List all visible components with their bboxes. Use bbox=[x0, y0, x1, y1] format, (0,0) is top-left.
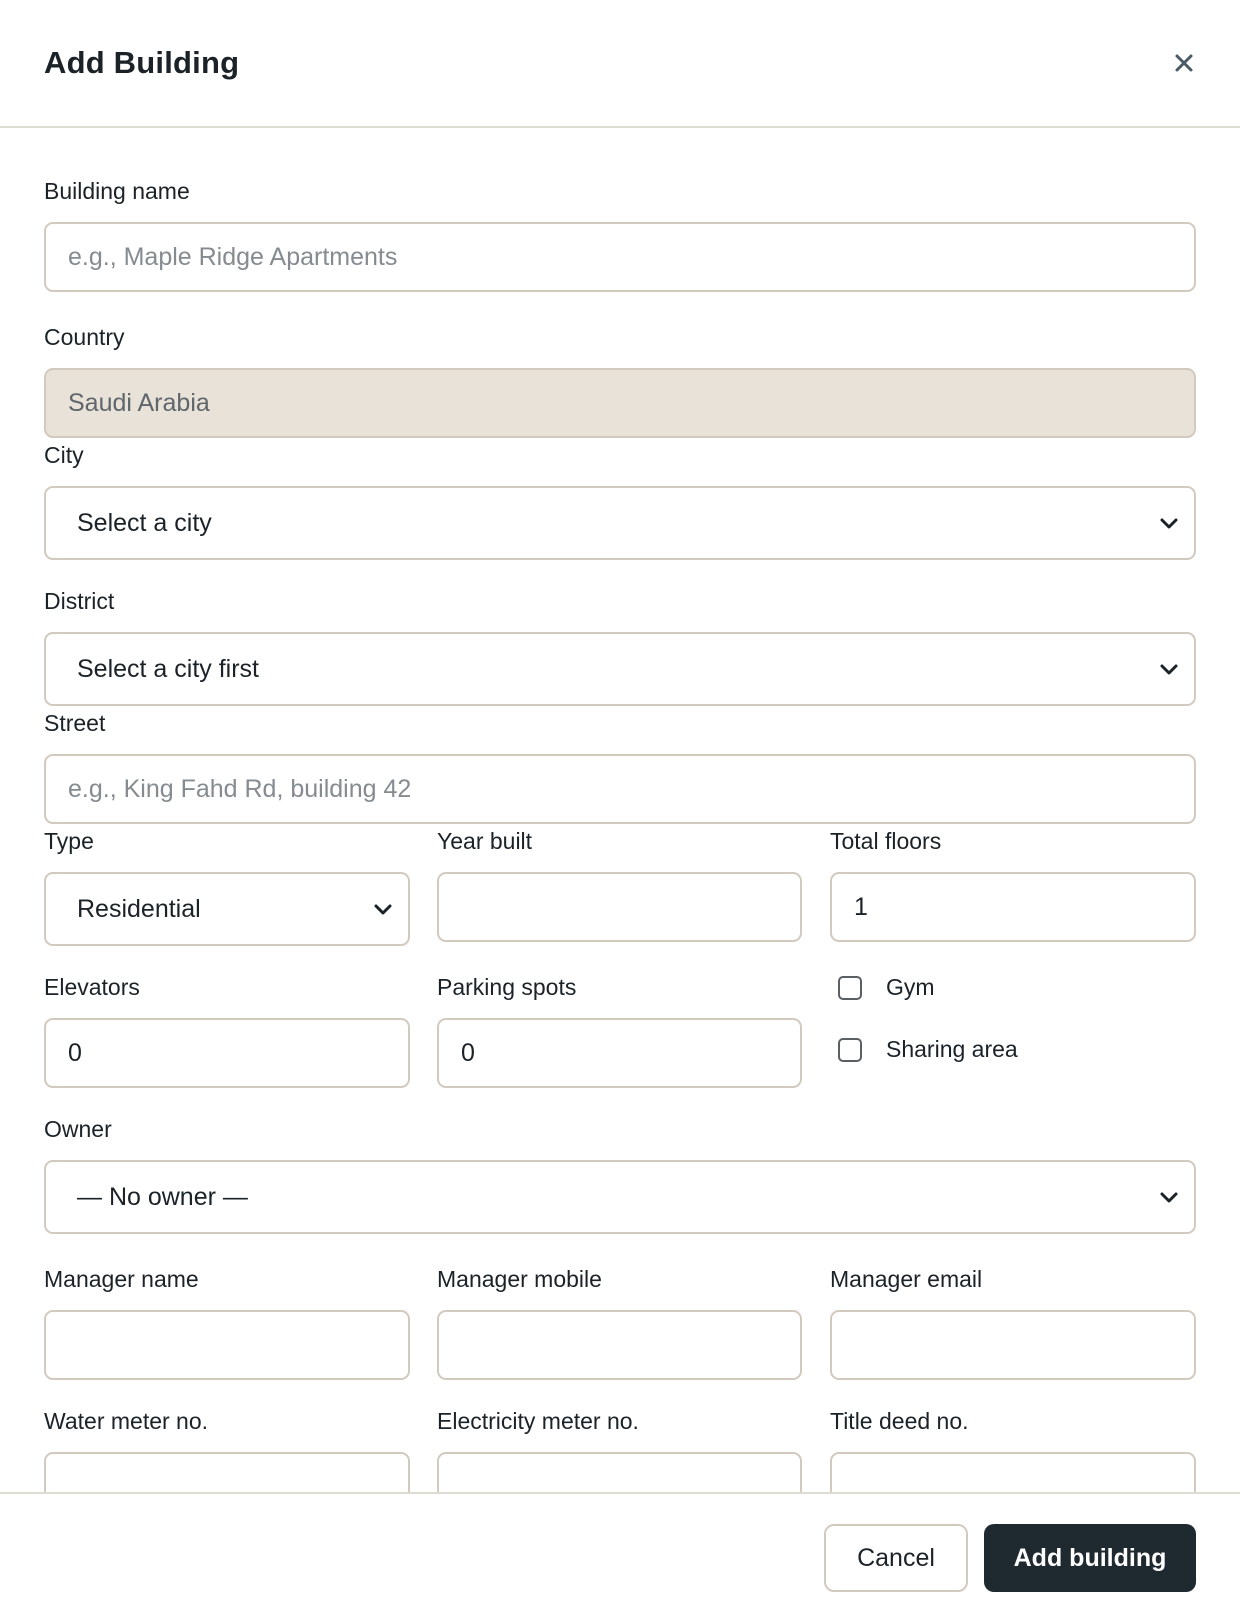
gym-checkbox-row[interactable] bbox=[838, 974, 935, 1001]
chevron-down-icon bbox=[1158, 512, 1180, 534]
total-floors-label: Total floors bbox=[830, 828, 942, 854]
type-label: Type bbox=[44, 828, 94, 854]
electricity-meter-input[interactable] bbox=[437, 1452, 802, 1492]
title-deed-label: Title deed no. bbox=[830, 1408, 969, 1434]
owner-select[interactable] bbox=[44, 1160, 1196, 1234]
elevators-input[interactable] bbox=[44, 1018, 410, 1088]
electricity-meter-label: Electricity meter no. bbox=[437, 1408, 639, 1434]
sharing-area-checkbox-row[interactable] bbox=[838, 1036, 1018, 1063]
total-floors-input[interactable] bbox=[830, 872, 1196, 942]
manager-name-input[interactable] bbox=[44, 1310, 410, 1380]
dialog-header bbox=[0, 0, 1240, 128]
form-body[interactable] bbox=[0, 130, 1240, 1492]
type-selected-value: Residential bbox=[77, 894, 201, 923]
cancel-button[interactable]: Cancel bbox=[824, 1524, 968, 1592]
year-built-label: Year built bbox=[437, 828, 533, 854]
city-select[interactable] bbox=[44, 486, 1196, 560]
district-selected-value: Select a city first bbox=[77, 654, 259, 683]
manager-email-input[interactable] bbox=[830, 1310, 1196, 1380]
chevron-down-icon bbox=[1158, 1186, 1180, 1208]
building-name-label: Building name bbox=[44, 178, 190, 204]
country-value: Saudi Arabia bbox=[68, 388, 210, 417]
street-input[interactable] bbox=[44, 754, 1196, 824]
manager-mobile-label: Manager mobile bbox=[437, 1266, 602, 1292]
dialog-footer bbox=[0, 1492, 1240, 1620]
elevators-label: Elevators bbox=[44, 974, 140, 1000]
city-selected-value: Select a city bbox=[77, 508, 212, 537]
add-building-button[interactable]: Add building bbox=[984, 1524, 1196, 1592]
owner-selected-value: — No owner — bbox=[77, 1182, 248, 1211]
country-field bbox=[44, 368, 1196, 438]
manager-name-label: Manager name bbox=[44, 1266, 199, 1292]
close-button[interactable] bbox=[1164, 43, 1204, 83]
water-meter-label: Water meter no. bbox=[44, 1408, 209, 1434]
dialog-title: Add Building bbox=[44, 45, 240, 80]
manager-email-label: Manager email bbox=[830, 1266, 983, 1292]
district-select[interactable] bbox=[44, 632, 1196, 706]
gym-checkbox[interactable] bbox=[838, 976, 862, 1000]
close-icon bbox=[1174, 53, 1194, 73]
sharing-area-label: Sharing area bbox=[886, 1036, 1018, 1062]
country-label: Country bbox=[44, 324, 125, 350]
chevron-down-icon bbox=[1158, 658, 1180, 680]
chevron-down-icon bbox=[372, 898, 394, 920]
owner-label: Owner bbox=[44, 1116, 112, 1142]
title-deed-input[interactable] bbox=[830, 1452, 1196, 1492]
parking-spots-input[interactable] bbox=[437, 1018, 802, 1088]
sharing-area-checkbox[interactable] bbox=[838, 1038, 862, 1062]
type-select[interactable] bbox=[44, 872, 410, 946]
district-label: District bbox=[44, 588, 115, 614]
manager-mobile-input[interactable] bbox=[437, 1310, 802, 1380]
gym-label: Gym bbox=[886, 974, 935, 1000]
building-name-input[interactable] bbox=[44, 222, 1196, 292]
street-label: Street bbox=[44, 710, 106, 736]
parking-spots-label: Parking spots bbox=[437, 974, 577, 1000]
year-built-input[interactable] bbox=[437, 872, 802, 942]
city-label: City bbox=[44, 442, 84, 468]
water-meter-input[interactable] bbox=[44, 1452, 410, 1492]
